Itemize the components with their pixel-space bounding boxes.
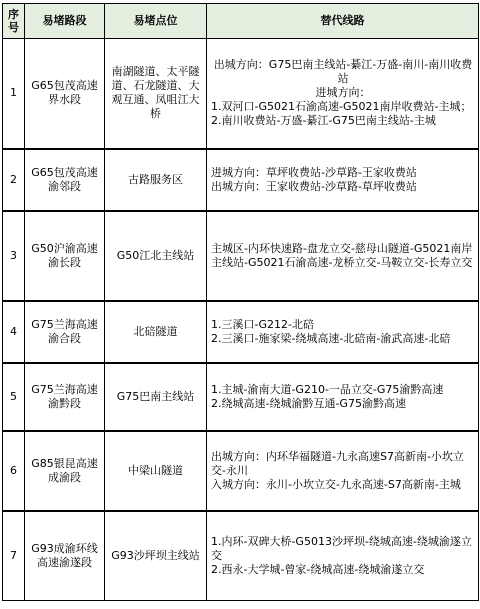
table-row xyxy=(3,301,479,363)
congestion-alternate-route-table xyxy=(2,3,479,601)
row-section: G50沪渝高速渝长段 xyxy=(25,211,105,301)
row-index: 4 xyxy=(3,301,25,363)
route-line: 2.西永-大学城-曾家-绕城高速-绕城渝遂立交 xyxy=(211,562,425,576)
table-row xyxy=(3,431,479,511)
row-index: 6 xyxy=(3,431,25,511)
row-route xyxy=(207,211,479,301)
row-point: 南湖隧道、太平隧道、石龙隧道、大观互通、凤咀江大桥 xyxy=(105,39,207,149)
route-line: 出城方向：内环华福隧道-九永高速S7高新南-小坎立交-永川 xyxy=(211,449,464,477)
route-line: 主城区-内环快速路-盘龙立交-慈母山隧道-G5021南岸主线站-G5021石渝高速-龙桥立交-马鞍立交-长寿立交 xyxy=(211,241,473,269)
row-index: 3 xyxy=(3,211,25,301)
row-point: G50江北主线站 xyxy=(105,211,207,301)
header-section: 易堵路段 xyxy=(25,4,105,39)
row-section: G65包茂高速界水段 xyxy=(25,39,105,149)
row-point: G93沙坪坝主线站 xyxy=(105,511,207,601)
row-index: 2 xyxy=(3,149,25,211)
row-index: 7 xyxy=(3,511,25,601)
route-line: 出城方向：王家收费站-沙草路-草坪收费站 xyxy=(211,179,417,193)
header-route: 替代线路 xyxy=(207,4,479,39)
table-header-row xyxy=(3,4,479,39)
route-line: 1.双河口-G5021石渝高速-G5021南岸收费站-主城； xyxy=(211,100,472,114)
table-row xyxy=(3,211,479,301)
route-line: 出城方向：G75巴南主线站-綦江-万盛-南川-南川收费站 xyxy=(213,58,473,86)
row-point: 北碚隧道 xyxy=(105,301,207,363)
table-row xyxy=(3,39,479,149)
route-line: 进城方向：草坪收费站-沙草路-王家收费站 xyxy=(211,165,417,179)
route-line: 1.三溪口-G212-北碚 xyxy=(211,317,314,331)
table-row xyxy=(3,149,479,211)
row-point: 中梁山隧道 xyxy=(105,431,207,511)
row-section: G75兰海高速渝合段 xyxy=(25,301,105,363)
row-route xyxy=(207,39,479,149)
row-section: G93成渝环线高速渝遂段 xyxy=(25,511,105,601)
row-route xyxy=(207,301,479,363)
row-route xyxy=(207,363,479,431)
table-row xyxy=(3,363,479,431)
header-index: 序号 xyxy=(3,4,25,39)
table-row xyxy=(3,511,479,601)
route-line: 1.主城-渝南大道-G210-一品立交-G75渝黔高速 xyxy=(211,382,444,396)
route-line: 进城方向： xyxy=(315,86,371,100)
row-point: G75巴南主线站 xyxy=(105,363,207,431)
route-line: 1.内环-双碑大桥-G5013沙坪坝-绕城高速-绕城渝遂立交 xyxy=(211,534,472,562)
row-index: 5 xyxy=(3,363,25,431)
row-section: G85银昆高速成渝段 xyxy=(25,431,105,511)
route-line: 2.南川收费站-万盛-綦江-G75巴南主线站-主城 xyxy=(211,114,436,128)
row-index: 1 xyxy=(3,39,25,149)
route-line: 2.三溪口-施家梁-绕城高速-北碚南-渝武高速-北碚 xyxy=(211,331,451,345)
route-line: 入城方向：永川-小坎立交-九永高速-S7高新南-主城 xyxy=(211,477,461,491)
row-point: 古路服务区 xyxy=(105,149,207,211)
row-route xyxy=(207,511,479,601)
row-route xyxy=(207,149,479,211)
row-section: G75兰海高速渝黔段 xyxy=(25,363,105,431)
header-point: 易堵点位 xyxy=(105,4,207,39)
row-route xyxy=(207,431,479,511)
route-line: 2.绕城高速-绕城渝黔互通-G75渝黔高速 xyxy=(211,396,406,410)
row-section: G65包茂高速渝邻段 xyxy=(25,149,105,211)
